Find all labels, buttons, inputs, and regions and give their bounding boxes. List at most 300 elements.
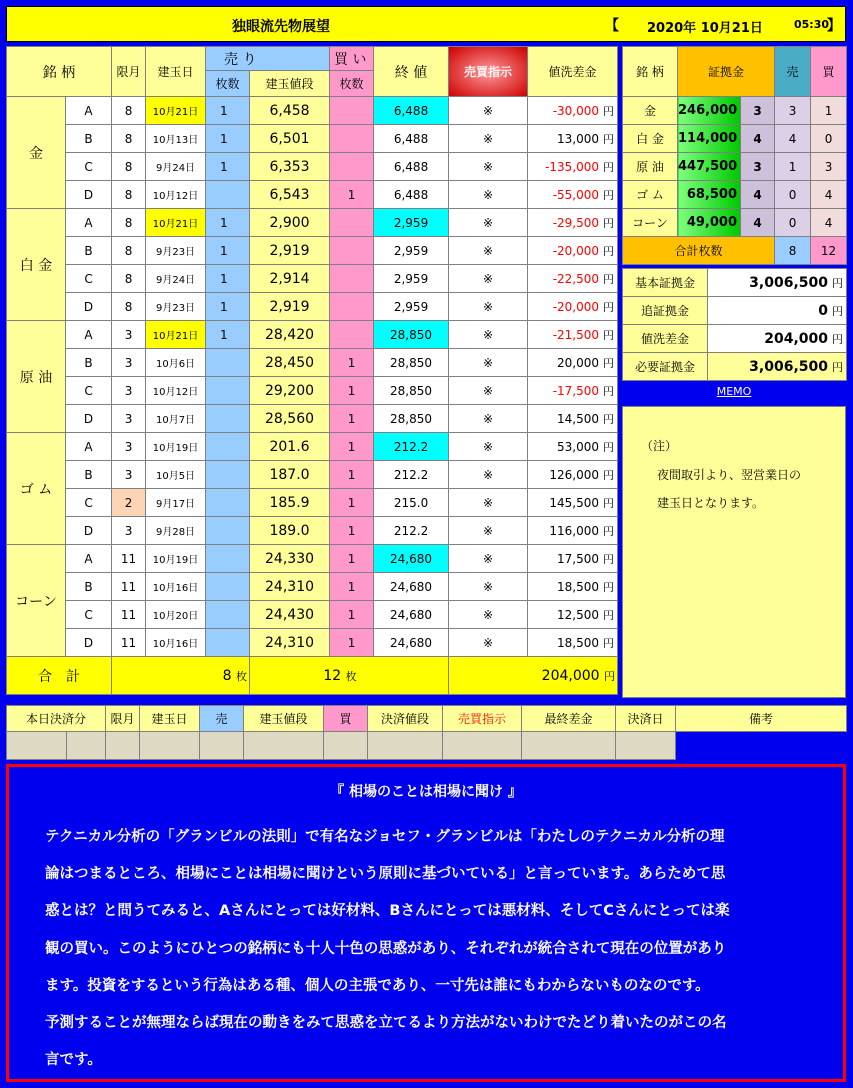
settle-header-instruction: 売買指示: [443, 706, 522, 732]
row-close: 24,680: [374, 629, 449, 657]
margin-table: [622, 46, 847, 265]
row-letter: B: [66, 573, 112, 601]
summary-value-text: 3,006,500: [749, 358, 828, 375]
row-date: 10月21日: [146, 321, 206, 349]
table-row: [7, 517, 618, 545]
date-bracket-open: 【: [605, 18, 619, 34]
quote-line: 予測することが無理ならば現在の動きをみて思惑を立てるより方法がないわけでたどり着いたのがこの名: [45, 1015, 727, 1032]
row-close: 6,488: [374, 125, 449, 153]
settle-cell: [244, 732, 324, 760]
row-price: 6,353: [250, 153, 330, 181]
row-instruction: ※: [449, 293, 528, 321]
row-close: 2,959: [374, 293, 449, 321]
row-month: 11: [112, 573, 146, 601]
table-row: [7, 153, 618, 181]
row-close: 28,850: [374, 349, 449, 377]
row-sell-count: 1: [206, 237, 250, 265]
row-date: 9月28日: [146, 517, 206, 545]
row-diff-value: 13,000: [557, 131, 600, 146]
row-sell-count: 1: [206, 293, 250, 321]
settle-cell: [522, 732, 616, 760]
margin-row: [623, 153, 847, 181]
row-price: 29,200: [250, 377, 330, 405]
summary-table: [622, 268, 847, 381]
row-diff-value: 126,000: [549, 467, 600, 482]
settle-header-date: 建玉日: [140, 706, 200, 732]
row-instruction: ※: [449, 209, 528, 237]
row-diff-unit: 円: [603, 356, 615, 370]
row-buy-count: 1: [330, 489, 374, 517]
row-price: 2,919: [250, 237, 330, 265]
summary-value: [708, 269, 847, 297]
row-sell-count: [206, 377, 250, 405]
table-row: [7, 293, 618, 321]
row-price: 24,310: [250, 573, 330, 601]
row-month: 11: [112, 545, 146, 573]
margin-sell: 0: [775, 209, 811, 237]
row-close: 2,959: [374, 265, 449, 293]
table-row: [7, 125, 618, 153]
row-instruction: ※: [449, 601, 528, 629]
row-diff-unit: 円: [603, 636, 615, 650]
row-date: 9月23日: [146, 237, 206, 265]
row-letter: D: [66, 629, 112, 657]
row-price: 201.6: [250, 433, 330, 461]
row-diff-value: -17,500: [552, 383, 600, 398]
row-diff-value: 12,500: [557, 607, 600, 622]
row-close: 6,488: [374, 97, 449, 125]
row-sell-count: [206, 349, 250, 377]
row-diff-value: 18,500: [557, 579, 600, 594]
table-row: [7, 601, 618, 629]
row-sell-count: [206, 629, 250, 657]
table-row: [7, 265, 618, 293]
row-sell-count: [206, 489, 250, 517]
summary-label: 必要証拠金: [623, 353, 708, 381]
row-letter: A: [66, 433, 112, 461]
margin-sell: 1: [775, 153, 811, 181]
row-instruction: ※: [449, 125, 528, 153]
summary-row: [623, 269, 847, 297]
row-sell-count: 1: [206, 209, 250, 237]
row-sell-count: [206, 573, 250, 601]
row-price: 28,420: [250, 321, 330, 349]
memo-link[interactable]: [622, 380, 846, 404]
group-name: 原 油: [7, 321, 66, 433]
row-instruction: ※: [449, 461, 528, 489]
margin-header-amount: 証拠金: [678, 47, 775, 97]
row-letter: A: [66, 97, 112, 125]
row-price: 2,900: [250, 209, 330, 237]
row-letter: C: [66, 489, 112, 517]
margin-count: 4: [741, 125, 775, 153]
row-diff-unit: 円: [603, 328, 615, 342]
summary-value: [708, 297, 847, 325]
total-buy: 12 枚: [250, 657, 449, 695]
margin-buy: 4: [811, 181, 847, 209]
margin-header-sell: 売: [775, 47, 811, 97]
row-month: 8: [112, 97, 146, 125]
row-date: 10月21日: [146, 209, 206, 237]
row-diff: [528, 97, 618, 125]
col-header-diff: 値洗差金: [528, 47, 618, 97]
row-date: 10月19日: [146, 433, 206, 461]
group-name: ゴ ム: [7, 433, 66, 545]
row-instruction: ※: [449, 237, 528, 265]
row-month: 8: [112, 209, 146, 237]
row-month: 11: [112, 601, 146, 629]
summary-label: 基本証拠金: [623, 269, 708, 297]
table-row: [7, 181, 618, 209]
table-row: [7, 433, 618, 461]
summary-unit: 円: [832, 360, 843, 374]
row-diff-value: 17,500: [557, 551, 600, 566]
row-diff-unit: 円: [603, 272, 615, 286]
summary-value-text: 3,006,500: [749, 274, 828, 291]
settle-cell: [106, 732, 140, 760]
row-close: 212.2: [374, 461, 449, 489]
row-sell-count: [206, 433, 250, 461]
quote-line: 論はつまるところ、相場にことは相場に聞けという原則に基づいている」と言っています。あらためて思: [45, 866, 726, 883]
row-month: 8: [112, 293, 146, 321]
row-sell-count: [206, 405, 250, 433]
row-price: 24,310: [250, 629, 330, 657]
row-instruction: ※: [449, 377, 528, 405]
row-close: 215.0: [374, 489, 449, 517]
row-diff-unit: 円: [603, 160, 615, 174]
row-close: 2,959: [374, 237, 449, 265]
settle-cell: [7, 732, 67, 760]
settle-cell: [368, 732, 443, 760]
col-header-sell-count: 枚数: [206, 71, 250, 97]
row-price: 185.9: [250, 489, 330, 517]
group-name: 白 金: [7, 209, 66, 321]
row-buy-count: 1: [330, 545, 374, 573]
col-header-buy-count: 枚数: [330, 71, 374, 97]
margin-count: 4: [741, 181, 775, 209]
row-letter: D: [66, 293, 112, 321]
row-month: 3: [112, 321, 146, 349]
summary-value: [708, 325, 847, 353]
row-buy-count: 1: [330, 601, 374, 629]
margin-name: ゴ ム: [623, 181, 678, 209]
margin-buy: 4: [811, 209, 847, 237]
settle-header-settle-price: 決済値段: [368, 706, 443, 732]
row-price: 24,330: [250, 545, 330, 573]
margin-amount: 68,500: [678, 181, 741, 209]
settle-cell: [140, 732, 200, 760]
row-diff-unit: 円: [603, 132, 615, 146]
row-diff-value: 18,500: [557, 635, 600, 650]
row-date: 9月24日: [146, 265, 206, 293]
row-diff-unit: 円: [603, 384, 615, 398]
row-instruction: ※: [449, 181, 528, 209]
row-date: 10月20日: [146, 601, 206, 629]
row-month: 3: [112, 349, 146, 377]
total-sell: 8 枚: [112, 657, 250, 695]
row-instruction: ※: [449, 545, 528, 573]
memo-note-1: （注）: [641, 439, 678, 453]
memo-note-2: 夜間取引より、翌営業日の: [657, 468, 802, 482]
row-date: 10月7日: [146, 405, 206, 433]
row-diff: [528, 461, 618, 489]
row-date: 9月24日: [146, 153, 206, 181]
settle-header-buy: 買: [324, 706, 368, 732]
row-diff: [528, 209, 618, 237]
row-month: 8: [112, 125, 146, 153]
row-month: 8: [112, 237, 146, 265]
header-date: 2020年 10月21日: [647, 21, 763, 36]
row-month: 8: [112, 265, 146, 293]
row-date: 10月21日: [146, 97, 206, 125]
margin-row: [623, 125, 847, 153]
row-instruction: ※: [449, 321, 528, 349]
row-diff-unit: 円: [603, 188, 615, 202]
row-letter: B: [66, 237, 112, 265]
row-sell-count: 1: [206, 125, 250, 153]
total-diff: 204,000 円: [449, 657, 618, 695]
margin-count: 4: [741, 209, 775, 237]
row-close: 28,850: [374, 377, 449, 405]
row-sell-count: [206, 461, 250, 489]
row-date: 10月12日: [146, 377, 206, 405]
margin-buy: 0: [811, 125, 847, 153]
row-instruction: ※: [449, 153, 528, 181]
margin-buy: 3: [811, 153, 847, 181]
margin-count: 3: [741, 97, 775, 125]
row-diff-value: -135,000: [545, 159, 600, 174]
row-buy-count: 1: [330, 349, 374, 377]
row-buy-count: 1: [330, 517, 374, 545]
margin-name: コーン: [623, 209, 678, 237]
row-instruction: ※: [449, 517, 528, 545]
row-letter: C: [66, 153, 112, 181]
settle-cell: [443, 732, 522, 760]
row-buy-count: [330, 265, 374, 293]
row-diff-unit: 円: [603, 412, 615, 426]
table-row: [7, 545, 618, 573]
row-diff-value: -20,000: [552, 299, 600, 314]
row-month: 3: [112, 517, 146, 545]
row-instruction: ※: [449, 405, 528, 433]
row-sell-count: [206, 601, 250, 629]
row-date: 10月16日: [146, 629, 206, 657]
row-diff-unit: 円: [603, 440, 615, 454]
margin-sell: 4: [775, 125, 811, 153]
summary-row: [623, 325, 847, 353]
row-diff-unit: 円: [603, 496, 615, 510]
row-buy-count: 1: [330, 573, 374, 601]
row-diff-value: 145,500: [549, 495, 600, 510]
row-diff-unit: 円: [603, 524, 615, 538]
quote-line: 観の買い。このようにひとつの銘柄にも十人十色の思惑があり、それぞれが統合されて現在の位置があり: [45, 940, 727, 957]
row-buy-count: 1: [330, 629, 374, 657]
row-letter: D: [66, 517, 112, 545]
row-diff: [528, 489, 618, 517]
total-label: 合 計: [7, 657, 112, 695]
row-letter: B: [66, 125, 112, 153]
row-instruction: ※: [449, 433, 528, 461]
positions-table: [6, 46, 618, 695]
margin-buy: 1: [811, 97, 847, 125]
row-month: 3: [112, 377, 146, 405]
row-buy-count: [330, 237, 374, 265]
margin-total-sell: 8: [775, 237, 811, 265]
row-diff: [528, 601, 618, 629]
quote-box: [6, 764, 846, 1082]
row-month: 2: [112, 489, 146, 517]
page-title: 独眼流先物展望: [232, 19, 330, 35]
row-diff-value: 116,000: [549, 523, 600, 538]
table-row: [7, 405, 618, 433]
row-diff-value: -55,000: [552, 187, 600, 202]
row-close: 212.2: [374, 433, 449, 461]
row-price: 2,919: [250, 293, 330, 321]
row-price: 28,560: [250, 405, 330, 433]
row-buy-count: 1: [330, 377, 374, 405]
summary-label: 追証拠金: [623, 297, 708, 325]
row-diff-unit: 円: [603, 608, 615, 622]
row-diff-unit: 円: [603, 468, 615, 482]
memo-link-text[interactable]: MEMO: [716, 385, 752, 398]
row-diff: [528, 265, 618, 293]
row-letter: A: [66, 209, 112, 237]
memo-box: [622, 406, 846, 698]
row-diff: [528, 517, 618, 545]
settlement-table: [6, 705, 847, 760]
header-time: 05:30: [794, 18, 830, 31]
row-diff: [528, 629, 618, 657]
table-row: [7, 377, 618, 405]
row-price: 24,430: [250, 601, 330, 629]
row-month: 3: [112, 405, 146, 433]
margin-amount: 49,000: [678, 209, 741, 237]
row-letter: B: [66, 461, 112, 489]
quote-line: 言です。: [45, 1052, 102, 1069]
row-diff-unit: 円: [603, 580, 615, 594]
table-row: [7, 321, 618, 349]
row-close: 28,850: [374, 405, 449, 433]
summary-unit: 円: [832, 276, 843, 290]
row-price: 6,543: [250, 181, 330, 209]
settle-cell: [616, 732, 676, 760]
row-sell-count: [206, 181, 250, 209]
margin-row: [623, 97, 847, 125]
table-row: [7, 573, 618, 601]
row-diff: [528, 237, 618, 265]
row-instruction: ※: [449, 349, 528, 377]
row-instruction: ※: [449, 489, 528, 517]
row-sell-count: 1: [206, 265, 250, 293]
margin-amount: 246,000: [678, 97, 741, 125]
col-header-instruction: 売買指示: [449, 47, 528, 97]
row-date: 10月12日: [146, 181, 206, 209]
row-diff: [528, 349, 618, 377]
row-diff-value: -20,000: [552, 243, 600, 258]
margin-amount: 447,500: [678, 153, 741, 181]
margin-name: 白 金: [623, 125, 678, 153]
row-diff-value: -22,500: [552, 271, 600, 286]
table-row: [7, 209, 618, 237]
row-diff-value: 20,000: [557, 355, 600, 370]
quote-body: [45, 819, 835, 1079]
margin-total-buy: 12: [811, 237, 847, 265]
row-diff: [528, 545, 618, 573]
row-close: 6,488: [374, 153, 449, 181]
row-date: 10月6日: [146, 349, 206, 377]
row-close: 24,680: [374, 601, 449, 629]
row-diff-unit: 円: [603, 216, 615, 230]
settle-cell: [324, 732, 368, 760]
table-row: [7, 97, 618, 125]
row-close: 212.2: [374, 517, 449, 545]
row-instruction: ※: [449, 629, 528, 657]
row-buy-count: [330, 293, 374, 321]
margin-header-name: 銘 柄: [623, 47, 678, 97]
row-diff-value: 14,500: [557, 411, 600, 426]
margin-amount: 114,000: [678, 125, 741, 153]
row-price: 6,458: [250, 97, 330, 125]
row-instruction: ※: [449, 265, 528, 293]
summary-value: [708, 353, 847, 381]
summary-row: [623, 297, 847, 325]
settle-header-today: 本日決済分: [7, 706, 106, 732]
settle-header-settle-date: 決済日: [616, 706, 676, 732]
row-diff: [528, 433, 618, 461]
row-buy-count: [330, 153, 374, 181]
table-row: [7, 237, 618, 265]
row-month: 3: [112, 461, 146, 489]
summary-label: 値洗差金: [623, 325, 708, 353]
row-close: 24,680: [374, 573, 449, 601]
margin-row: [623, 181, 847, 209]
summary-value-text: 0: [818, 302, 828, 319]
row-letter: A: [66, 545, 112, 573]
row-month: 11: [112, 629, 146, 657]
row-buy-count: 1: [330, 433, 374, 461]
quote-line: テクニカル分析の「グランビルの法則」で有名なジョセフ・グランビルは「わたしのテクニカル分析の理: [45, 829, 725, 845]
row-sell-count: 1: [206, 321, 250, 349]
settle-header-price: 建玉値段: [244, 706, 324, 732]
row-date: 9月23日: [146, 293, 206, 321]
row-month: 8: [112, 181, 146, 209]
row-letter: C: [66, 601, 112, 629]
row-buy-count: [330, 321, 374, 349]
row-diff: [528, 377, 618, 405]
quote-line: 惑とは？と問うてみると、Aさんにとっては好材料、Bさんにとっては悪材料、そしてCさんにとっては楽: [45, 903, 730, 920]
row-letter: D: [66, 181, 112, 209]
row-diff: [528, 125, 618, 153]
group-name: コーン: [7, 545, 66, 657]
table-row: [7, 629, 618, 657]
row-sell-count: [206, 517, 250, 545]
row-buy-count: 1: [330, 181, 374, 209]
row-buy-count: [330, 209, 374, 237]
row-price: 189.0: [250, 517, 330, 545]
row-diff: [528, 181, 618, 209]
row-letter: A: [66, 321, 112, 349]
row-instruction: ※: [449, 573, 528, 601]
row-letter: C: [66, 265, 112, 293]
margin-total-label: 合計枚数: [623, 237, 775, 265]
summary-value-text: 204,000: [764, 330, 828, 347]
quote-title: 『 相場のことは相場に聞け 』: [330, 784, 522, 800]
group-name: 金: [7, 97, 66, 209]
row-letter: C: [66, 377, 112, 405]
row-diff: [528, 405, 618, 433]
row-letter: B: [66, 349, 112, 377]
col-header-buy: 買 い: [330, 47, 374, 71]
